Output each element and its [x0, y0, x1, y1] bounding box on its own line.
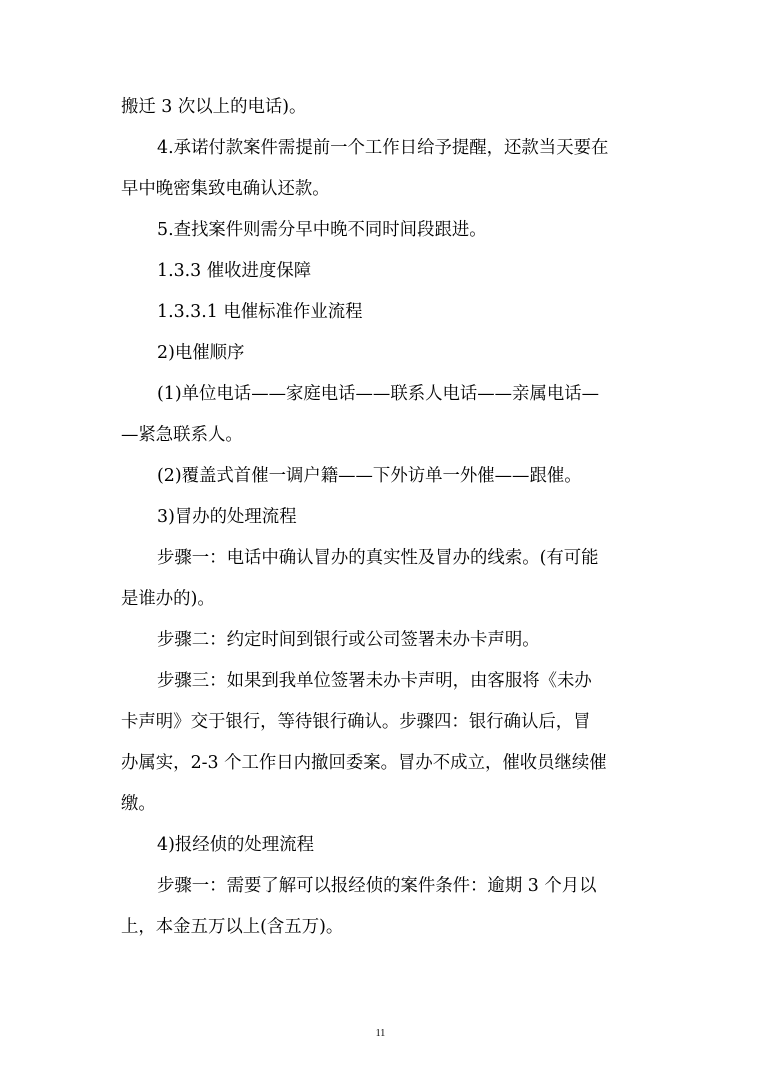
text-line: 4.承诺付款案件需提前一个工作日给予提醒，还款当天要在: [157, 138, 609, 158]
text-line: 缴。: [121, 794, 156, 814]
text-line: 办属实，2-3 个工作日内撤回委案。冒办不成立，催收员继续催: [121, 753, 607, 773]
text-line: 步骤一：需要了解可以报经侦的案件条件：逾期 3 个月以: [157, 876, 597, 896]
text-line: 是谁办的)。: [121, 589, 215, 609]
text-line: 步骤三：如果到我单位签署未办卡声明，由客服将《未办: [157, 671, 592, 691]
text-line: 5.查找案件则需分早中晚不同时间段跟进。: [157, 220, 487, 240]
text-line: —紧急联系人。: [121, 425, 243, 445]
item-heading: 2)电催顺序: [157, 343, 245, 363]
text-line: 上，本金五万以上(含五万)。: [121, 917, 344, 937]
document-body: [121, 87, 641, 948]
section-heading: 1.3.3 催收进度保障: [157, 261, 312, 281]
text-line: 早中晚密集致电确认还款。: [121, 179, 330, 199]
item-heading: 4)报经侦的处理流程: [157, 835, 314, 855]
page-number: 11: [375, 1028, 386, 1039]
text-line: 搬迁 3 次以上的电话)。: [121, 97, 307, 117]
text-line: (2)覆盖式首催一调户籍——下外访单一外催——跟催。: [157, 466, 582, 486]
item-heading: 3)冒办的处理流程: [157, 507, 297, 527]
subsection-heading: 1.3.3.1 电催标准作业流程: [157, 302, 363, 322]
text-line: 步骤二：约定时间到银行或公司签署未办卡声明。: [157, 630, 540, 650]
text-line: 卡声明》交于银行，等待银行确认。步骤四：银行确认后，冒: [121, 712, 591, 732]
text-line: (1)单位电话——家庭电话——联系人电话——亲属电话—: [157, 384, 600, 404]
text-line: 步骤一：电话中确认冒办的真实性及冒办的线索。(有可能: [157, 548, 599, 568]
